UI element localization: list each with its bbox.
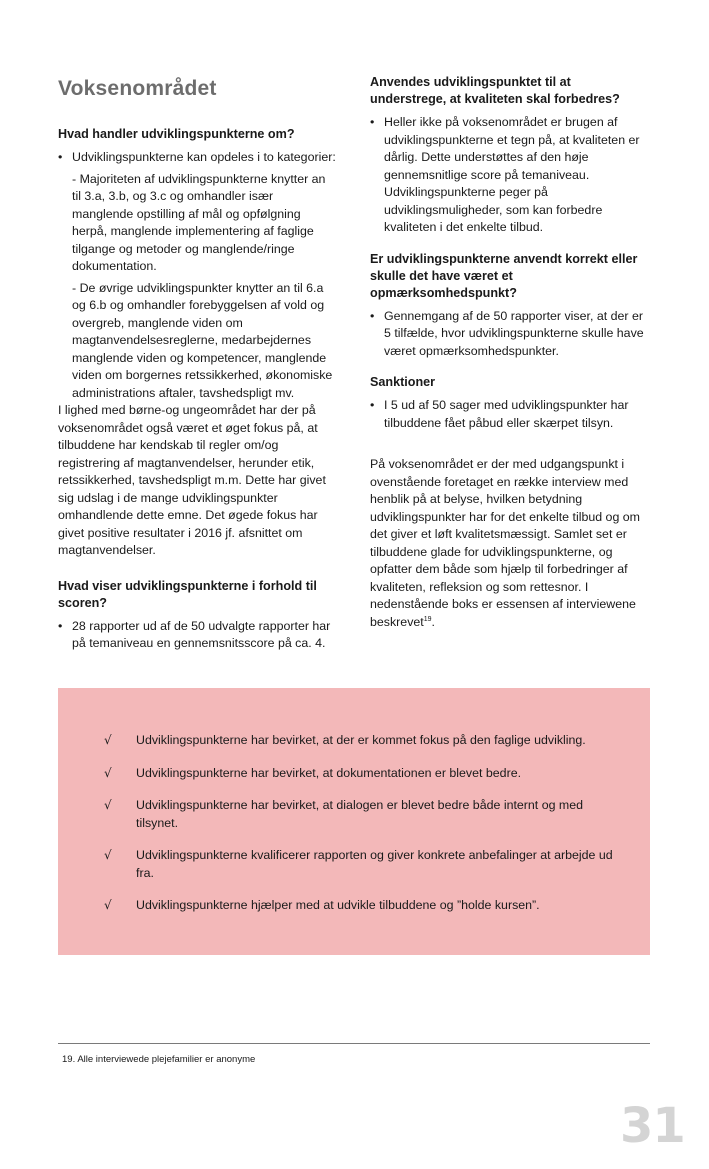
heading-q3: Anvendes udviklingspunktet til at understrege, at kvaliteten skal forbedres?	[370, 75, 620, 106]
spacer	[370, 360, 650, 374]
right-column	[370, 70, 650, 631]
bullet-list-q4	[370, 308, 650, 361]
bullet-list-q1	[58, 149, 336, 402]
sub-paragraph-2: - De øvrige udviklingspunkter knytter an til 6.a og 6.b og omhandler forebyggelsen af vold og overgreb, manglende viden om magtanvendelsesreglerne, medarbejdernes manglende viden og kompetencer, manglende viden om borgernes retssikkerhed, økonomiske administrations aftaler, tavshedspligt mv.	[72, 280, 333, 400]
footnote: 19. Alle interviewede plejefamilier er anonyme	[62, 1054, 256, 1065]
check-item-text: Udviklingspunkterne hjælper med at udvikle tilbuddene og ”holde kursen”.	[136, 898, 540, 912]
check-item	[104, 732, 624, 750]
check-item-text: Udviklingspunkterne har bevirket, at dokumentationen er blevet bedre.	[136, 765, 522, 780]
footnote-divider	[58, 1043, 650, 1044]
list-item	[58, 149, 336, 402]
interview-paragraph: På voksenområdet er der med udgangspunkt i ovenstående foretaget en række interview med henblik på at belyse, hvilken betydning udviklingspunkter har for det enkelte tilbud og om det giver et løft kvalitetsmæssigt. Samlet set er tilbuddene glade for udviklingspunkterne, og opfatter dem både som hjælp til forbedringer af kvaliteten, refleksion og som rettesnor. I nedenstående boks er essensen af interviewene beskrevet$^{19}$.	[370, 457, 640, 629]
check-list	[104, 732, 624, 930]
bullet-list-q2	[58, 618, 336, 653]
check-mark-icon: √	[104, 733, 112, 747]
check-mark-icon: √	[104, 798, 112, 812]
check-mark-icon: √	[104, 765, 112, 780]
check-item	[104, 897, 624, 915]
bullet-text: Udviklingspunkterne kan opdeles i to kategorier:	[72, 150, 336, 164]
interview-summary-box	[58, 688, 650, 955]
left-column	[58, 70, 336, 653]
check-item	[104, 847, 624, 882]
paragraph-magtanvendelser: I lighed med børne-og ungeområdet har der på voksenområdet også været et øget fokus på, at tilbuddene har kendskab til regler om/og registrering af magtanvendelser, herunder etik, retssikkerhed, tavshedspligt m.m. Dette har givet sig udslag i de mange udviklingspunkter omhandlende dette emne. Det øgede fokus har givet positive resultater i 2016 jf. afsnittet om magtanvendelser.	[58, 403, 326, 557]
heading-sanktioner: Sanktioner	[370, 375, 436, 389]
check-mark-icon: √	[104, 848, 112, 862]
sub-paragraph-1: - Majoriteten af udviklingspunkterne knytter an til 3.a, 3.b, og 3.c og omhandler især manglende opstilling af mål og opfølgning herpå, manglende implementering af faglige tilgange og metoder og manglende/ringe dokumentation.	[72, 171, 326, 273]
spacer	[370, 237, 650, 251]
footnote-reference[interactable]: 19	[423, 615, 432, 623]
bullet-list-q5	[370, 397, 650, 432]
check-mark-icon: √	[104, 898, 112, 912]
check-item	[104, 797, 624, 832]
spacer	[58, 560, 336, 578]
interview-paragraph-text: På voksenområdet er der med udgangspunkt i ovenstående foretaget en række interview med henblik på at belyse, hvilken betydning udviklingspunkter har for det enkelte tilbud og om det giver et løft kvalitetsmæssigt. Samlet set er tilbuddene glade for udviklingspunkterne, og opfatter dem både som hjælp til forbedringer af kvaliteten, refleksion og som rettesnor. I nedenstående boks er essensen af interviewene beskrevet	[370, 457, 640, 629]
heading-q1: Hvad handler udviklingspunkterne om?	[58, 127, 295, 141]
heading-q4: Er udviklingspunkterne anvendt korrekt eller skulle det have været et opmærksomhedspunkt?	[370, 251, 638, 300]
heading-q2: Hvad viser udviklingspunkterne i forhold til scoren?	[58, 578, 317, 610]
section-title: Voksenområdet	[58, 77, 217, 100]
list-item: • 28 rapporter ud af de 50 udvalgte rapporter har på temaniveau en gennemsnitsscore på ca. 4.	[58, 618, 336, 653]
list-item: • I 5 ud af 50 sager med udviklingspunkter har tilbuddene fået påbud eller skærpet tilsyn.	[370, 397, 650, 432]
bullet-list-q3	[370, 114, 650, 237]
check-item-text: Udviklingspunkterne har bevirket, at dialogen er blevet bedre både internt og med tilsynet.	[136, 798, 584, 830]
list-item: • Heller ikke på voksenområdet er brugen af udviklingspunkterne et tegn på, at kvaliteten er dårlig. Dette understøttes af den høje gennemsnitlige score på temaniveau. Udviklingspunkterne peger på udviklingsmuligheder, som kan forbedre kvaliteten i det enkelte tilbud.	[370, 114, 650, 237]
check-item	[104, 765, 624, 783]
check-item-text: Udviklingspunkterne kvalificerer rapporten og giver konkrete anbefalinger at arbejde ud fra.	[136, 848, 613, 880]
check-item-text: Udviklingspunkterne har bevirket, at der er kommet fokus på den faglige udvikling.	[136, 733, 586, 747]
page-number: 31	[620, 1098, 685, 1154]
list-item: • Gennemgang af de 50 rapporter viser, at der er 5 tilfælde, hvor udviklingspunkterne skulle have været opmærksomhedspunkter.	[370, 308, 650, 361]
